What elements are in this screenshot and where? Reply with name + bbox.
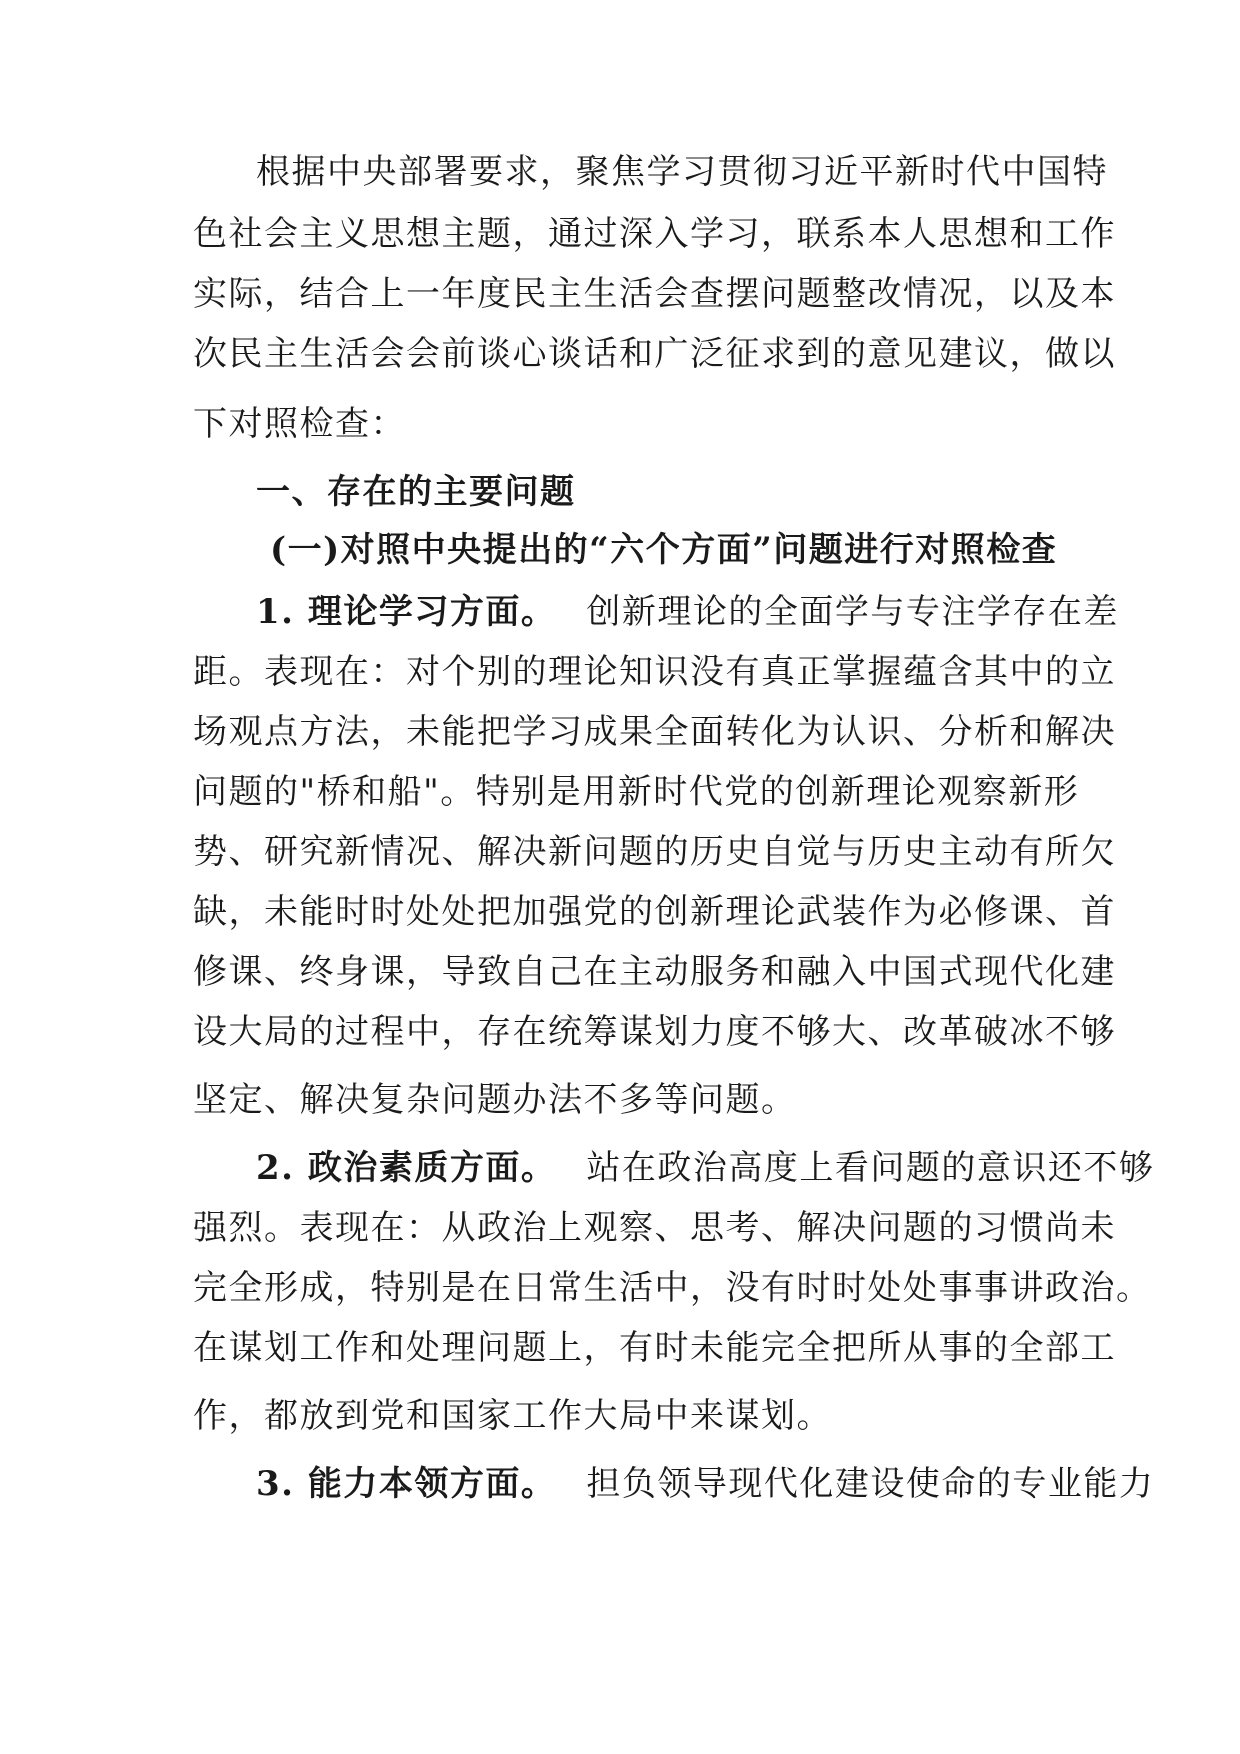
item-3-first-line — [256, 1462, 1155, 1506]
item-1-line: 缺，未能时时处处把加强党的创新理论武装作为必修课、首 — [193, 892, 1116, 932]
item-2-first-line — [256, 1146, 1155, 1190]
item-1-title: 1. 理论学习方面。 — [256, 592, 557, 632]
section-1-title: 一、存在的主要问题 — [256, 472, 576, 512]
subsection-1-title: (一)对照中央提出的“六个方面”问题进行对照检查 — [270, 530, 1058, 570]
intro-line-5: 下对照检查： — [193, 404, 406, 444]
item-1-line: 场观点方法，未能把学习成果全面转化为认识、分析和解决 — [193, 712, 1116, 752]
item-2-line: 在谋划工作和处理问题上，有时未能完全把所从事的全部工 — [193, 1328, 1116, 1368]
item-2-line: 作，都放到党和国家工作大局中来谋划。 — [193, 1396, 832, 1436]
item-1-line: 修课、终身课，导致自己在主动服务和融入中国式现代化建 — [193, 952, 1116, 992]
item-3-title: 3. 能力本领方面。 — [256, 1464, 557, 1504]
item-1-first-text: 创新理论的全面学与专注学存在差 — [586, 592, 1119, 632]
item-2-title: 2. 政治素质方面。 — [256, 1148, 557, 1188]
item-2-line: 强烈。表现在：从政治上观察、思考、解决问题的习惯尚未 — [193, 1208, 1116, 1248]
intro-line-4: 次民主生活会会前谈心谈话和广泛征求到的意见建议，做以 — [193, 334, 1116, 374]
item-1-line: 势、研究新情况、解决新问题的历史自觉与历史主动有所欠 — [193, 832, 1116, 872]
intro-line-3: 实际，结合上一年度民主生活会查摆问题整改情况，以及本 — [193, 274, 1116, 314]
item-2-first-text: 站在政治高度上看问题的意识还不够 — [586, 1148, 1155, 1188]
item-2-line: 完全形成，特别是在日常生活中，没有时时处处事事讲政治。 — [193, 1268, 1152, 1308]
item-3-first-text: 担负领导现代化建设使命的专业能力 — [586, 1464, 1155, 1504]
intro-line-2: 色社会主义思想主题，通过深入学习，联系本人思想和工作 — [193, 214, 1116, 254]
item-1-line: 设大局的过程中，存在统筹谋划力度不够大、改革破冰不够 — [193, 1012, 1116, 1052]
intro-line-1: 根据中央部署要求，聚焦学习贯彻习近平新时代中国特 — [256, 152, 1108, 192]
item-1-line: 距。表现在：对个别的理论知识没有真正掌握蕴含其中的立 — [193, 652, 1116, 692]
item-1-line: 问题的"桥和船"。特别是用新时代党的创新理论观察新形 — [193, 772, 1080, 812]
item-1-line: 坚定、解决复杂问题办法不多等问题。 — [193, 1080, 797, 1120]
item-1-first-line — [256, 590, 1136, 634]
